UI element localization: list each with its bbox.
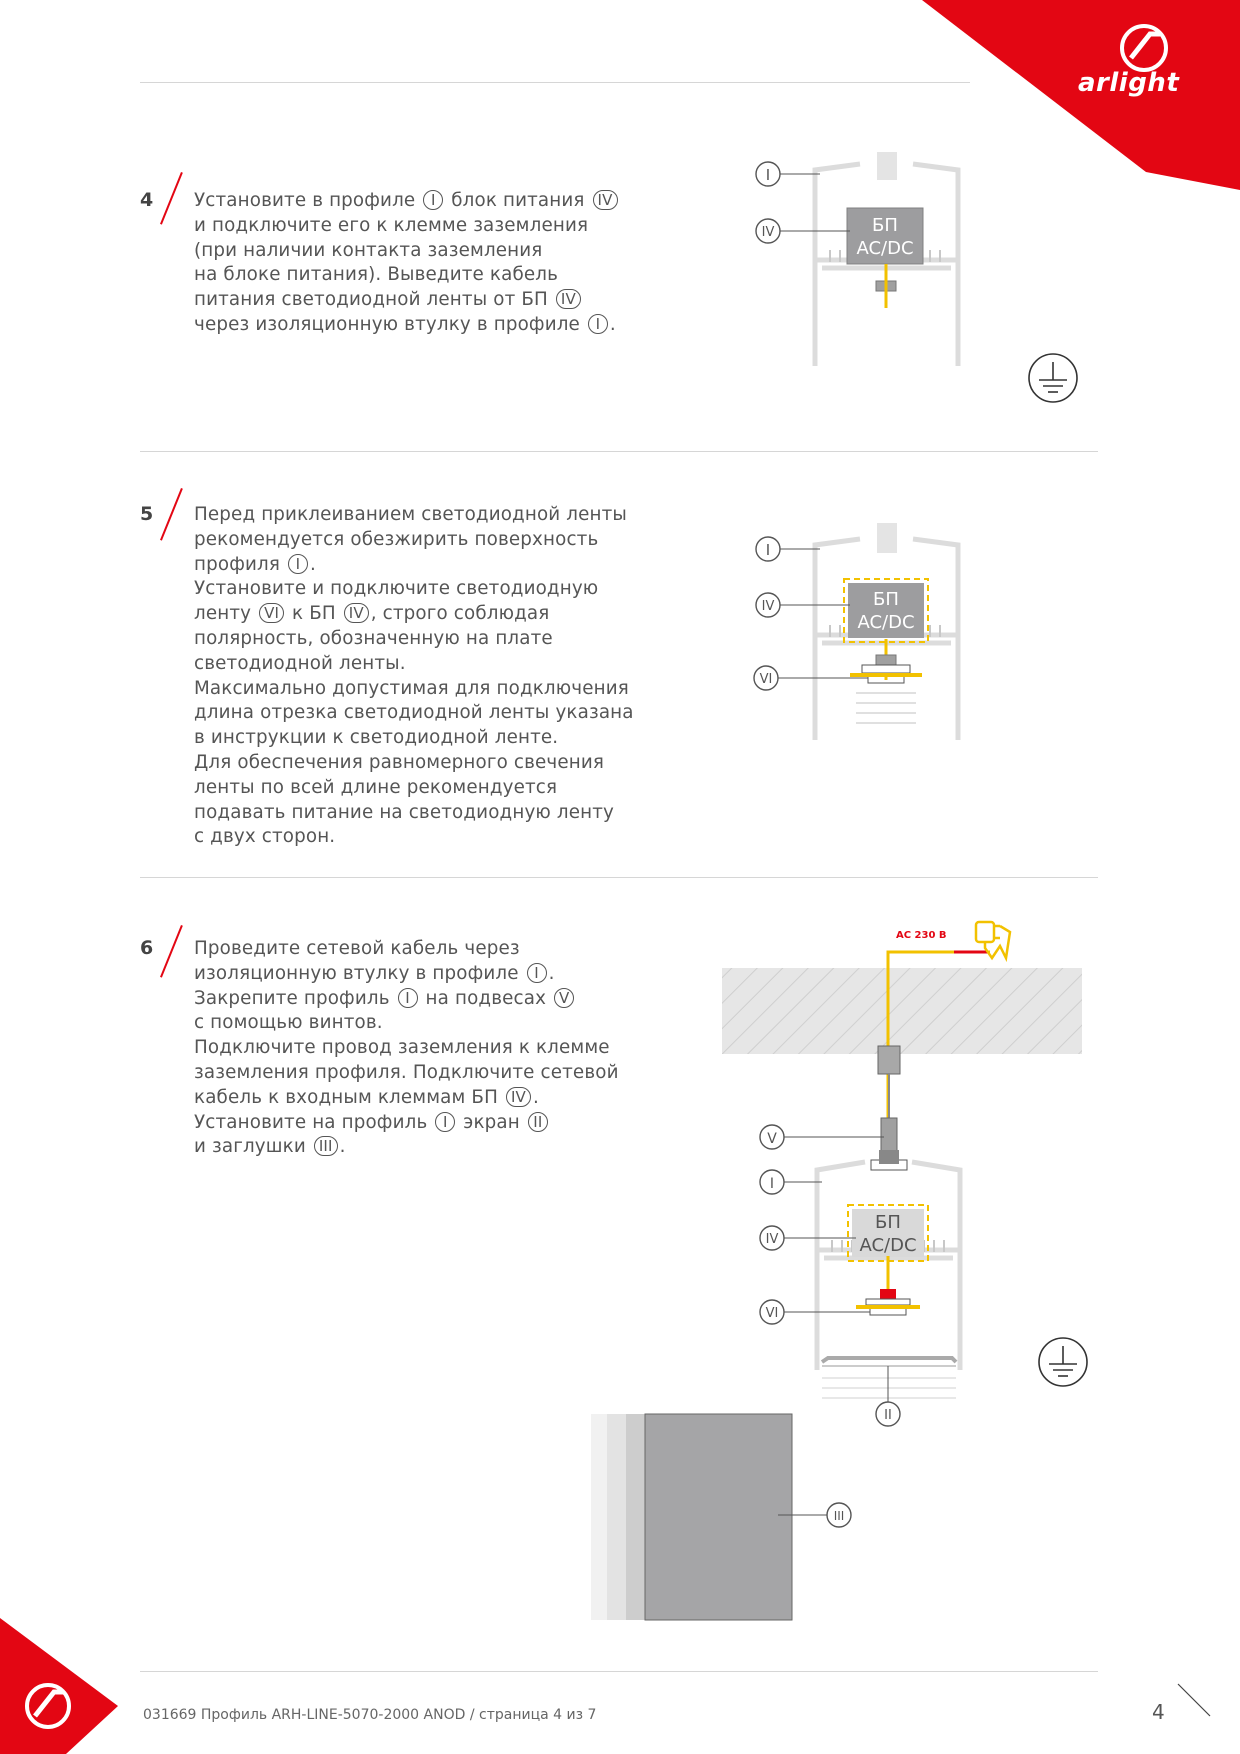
step-text-run: и заглушки bbox=[194, 1136, 312, 1158]
step-text-run: в инструкции к светодиодной ленте. bbox=[194, 727, 559, 749]
svg-text:I: I bbox=[765, 166, 771, 184]
step-text-line bbox=[194, 726, 634, 751]
step-text-line bbox=[194, 987, 619, 1012]
step-text-run: полярность, обозначенную на плате bbox=[194, 627, 553, 649]
step-4-text bbox=[194, 189, 620, 338]
step-text-run: на блоке питания). Выведите кабель bbox=[194, 264, 559, 286]
step-text-line bbox=[194, 962, 619, 987]
step-text-line bbox=[194, 1135, 619, 1160]
step-text-line bbox=[194, 189, 620, 214]
step-number: 4 bbox=[140, 189, 154, 211]
step-text-run: подавать питание на светодиодную ленту bbox=[194, 801, 615, 823]
step-text-run: длина отрезка светодиодной ленты указана bbox=[194, 702, 634, 724]
step-text-run: светодиодной ленты. bbox=[194, 652, 406, 674]
step-text-line bbox=[194, 1036, 619, 1061]
step-text-line bbox=[194, 1011, 619, 1036]
step-5-text bbox=[194, 503, 634, 850]
diagram-step-4 bbox=[740, 140, 1100, 410]
part-reference-badge: IV bbox=[593, 190, 618, 210]
footer-text: 031669 Профиль ARH-LINE-5070-2000 ANOD / страница 4 из 7 bbox=[143, 1707, 597, 1723]
divider-step-5-6 bbox=[140, 877, 1098, 878]
step-text-run: профиля bbox=[194, 553, 286, 575]
callout-i bbox=[760, 1170, 822, 1194]
step-text-run: экран bbox=[457, 1111, 526, 1133]
psu-label-2: AC/DC bbox=[859, 1235, 917, 1256]
end-cap bbox=[645, 1414, 792, 1620]
part-reference-badge: I bbox=[398, 988, 418, 1008]
step-text-run: с двух сторон. bbox=[194, 826, 336, 848]
ground-icon bbox=[1039, 1338, 1087, 1386]
step-text-line bbox=[194, 553, 634, 578]
part-reference-badge: VI bbox=[259, 603, 284, 623]
step-text-line bbox=[194, 263, 620, 288]
step-number: 6 bbox=[140, 937, 154, 959]
step-text-run: . bbox=[532, 1086, 539, 1108]
step-text-run: . bbox=[548, 962, 555, 984]
step-text-line bbox=[194, 528, 634, 553]
step-text-run: Для обеспечения равномерного свечения bbox=[194, 751, 605, 773]
svg-text:IV: IV bbox=[761, 225, 775, 240]
part-reference-badge: I bbox=[588, 314, 608, 334]
page-number: 4 bbox=[1152, 1700, 1165, 1724]
step-text-line bbox=[194, 577, 634, 602]
svg-text:II: II bbox=[884, 1408, 892, 1423]
step-text-run: заземления профиля. Подключите сетевой bbox=[194, 1061, 619, 1083]
svg-text:IV: IV bbox=[761, 599, 775, 614]
psu-label-2: AC/DC bbox=[856, 238, 914, 259]
footer-rule bbox=[140, 1671, 1098, 1672]
step-text-line bbox=[194, 652, 634, 677]
callout-iv bbox=[756, 593, 850, 617]
svg-text:I: I bbox=[769, 1176, 775, 1192]
step-text-run: через изоляционную втулку в профиле bbox=[194, 313, 586, 335]
step-text-run: ленту bbox=[194, 603, 258, 625]
svg-text:IV: IV bbox=[765, 1232, 779, 1247]
step-text-line bbox=[194, 751, 634, 776]
divider-step-4-5 bbox=[140, 451, 1098, 452]
step-text-run: , строго соблюдая bbox=[370, 603, 550, 625]
svg-text:VI: VI bbox=[765, 1306, 779, 1321]
step-text-line bbox=[194, 776, 634, 801]
step-text-run: . bbox=[309, 553, 316, 575]
psu-label-2: AC/DC bbox=[857, 612, 915, 633]
step-text-run: на подвесах bbox=[419, 987, 553, 1009]
part-reference-badge: I bbox=[527, 963, 547, 983]
step-text-line bbox=[194, 1086, 619, 1111]
diffuser bbox=[822, 1358, 956, 1362]
bushing bbox=[877, 152, 897, 180]
ground-icon bbox=[1029, 354, 1077, 402]
diagram-step-5 bbox=[740, 515, 1000, 745]
step-text-line bbox=[194, 701, 634, 726]
ceiling bbox=[722, 968, 1082, 1054]
step-text-run: Максимально допустимая для подключения bbox=[194, 677, 629, 699]
step-text-run: и подключите его к клемме заземления bbox=[194, 214, 589, 236]
part-reference-badge: I bbox=[435, 1112, 455, 1132]
callout-i bbox=[756, 162, 820, 186]
callout-ii bbox=[876, 1402, 900, 1426]
psu-label-1: БП bbox=[875, 1212, 901, 1233]
callout-iv bbox=[756, 219, 850, 243]
step-text-run: Установите на профиль bbox=[194, 1111, 434, 1133]
step-text-line bbox=[194, 677, 634, 702]
step-text-run: рекомендуется обезжирить поверхность bbox=[194, 528, 599, 550]
step-text-run: к БП bbox=[286, 603, 342, 625]
step-text-line bbox=[194, 288, 620, 313]
diagram-step-6 bbox=[560, 910, 1120, 1630]
step-text-run: . bbox=[339, 1136, 346, 1158]
step-text-line bbox=[194, 1111, 619, 1136]
svg-text:III: III bbox=[833, 1509, 845, 1523]
psu-label-1: БП bbox=[873, 589, 899, 610]
part-reference-badge: IV bbox=[556, 289, 581, 309]
step-text-line bbox=[194, 313, 620, 338]
voltage-label: AC 230 В bbox=[896, 930, 947, 941]
top-rule bbox=[140, 82, 970, 83]
part-reference-badge: IV bbox=[344, 603, 369, 623]
svg-text:V: V bbox=[767, 1131, 777, 1147]
step-number: 5 bbox=[140, 503, 154, 525]
part-reference-badge: III bbox=[314, 1136, 338, 1156]
step-text-line bbox=[194, 503, 634, 528]
step-text-run: Закрепите профиль bbox=[194, 987, 396, 1009]
step-text-run: Установите и подключите светодиодную bbox=[194, 578, 599, 600]
step-text-run: Установите в профиле bbox=[194, 190, 422, 211]
step-text-line bbox=[194, 602, 634, 627]
step-text-run: питания светодиодной ленты от БП bbox=[194, 289, 554, 311]
step-6-text bbox=[194, 937, 619, 1160]
step-text-line bbox=[194, 801, 634, 826]
step-text-line bbox=[194, 239, 620, 264]
step-text-run: Перед приклеиванием светодиодной ленты bbox=[194, 504, 627, 525]
step-text-line bbox=[194, 937, 619, 962]
step-text-line bbox=[194, 825, 634, 850]
step-text-line bbox=[194, 214, 620, 239]
step-text-run: изоляционную втулку в профиле bbox=[194, 962, 525, 984]
step-text-run: с помощью винтов. bbox=[194, 1012, 383, 1034]
page-corner-mark bbox=[1178, 1684, 1210, 1716]
step-text-line bbox=[194, 627, 634, 652]
step-text-run: (при наличии контакта заземления bbox=[194, 239, 543, 261]
step-text-run: Подключите провод заземления к клемме bbox=[194, 1037, 610, 1059]
part-reference-badge: IV bbox=[506, 1087, 531, 1107]
brand-logo-text: arlight bbox=[1078, 68, 1180, 98]
svg-text:I: I bbox=[765, 541, 771, 559]
callout-vi bbox=[754, 666, 868, 690]
psu-label-1: БП bbox=[872, 215, 898, 236]
part-reference-badge: I bbox=[423, 190, 443, 210]
part-reference-badge: II bbox=[528, 1112, 548, 1132]
svg-text:VI: VI bbox=[759, 672, 773, 687]
part-reference-badge: I bbox=[288, 554, 308, 574]
step-text-run: ленты по всей длине рекомендуется bbox=[194, 776, 558, 798]
callout-v bbox=[760, 1125, 884, 1149]
led-strip bbox=[850, 673, 922, 677]
step-text-run: кабель к входным клеммам БП bbox=[194, 1086, 504, 1108]
step-text-run: Проведите сетевой кабель через bbox=[194, 938, 520, 959]
part-reference-badge: V bbox=[554, 988, 574, 1008]
step-text-line bbox=[194, 1061, 619, 1086]
callout-i bbox=[756, 537, 820, 561]
step-text-run: блок питания bbox=[445, 190, 591, 211]
step-text-run: . bbox=[609, 313, 616, 335]
